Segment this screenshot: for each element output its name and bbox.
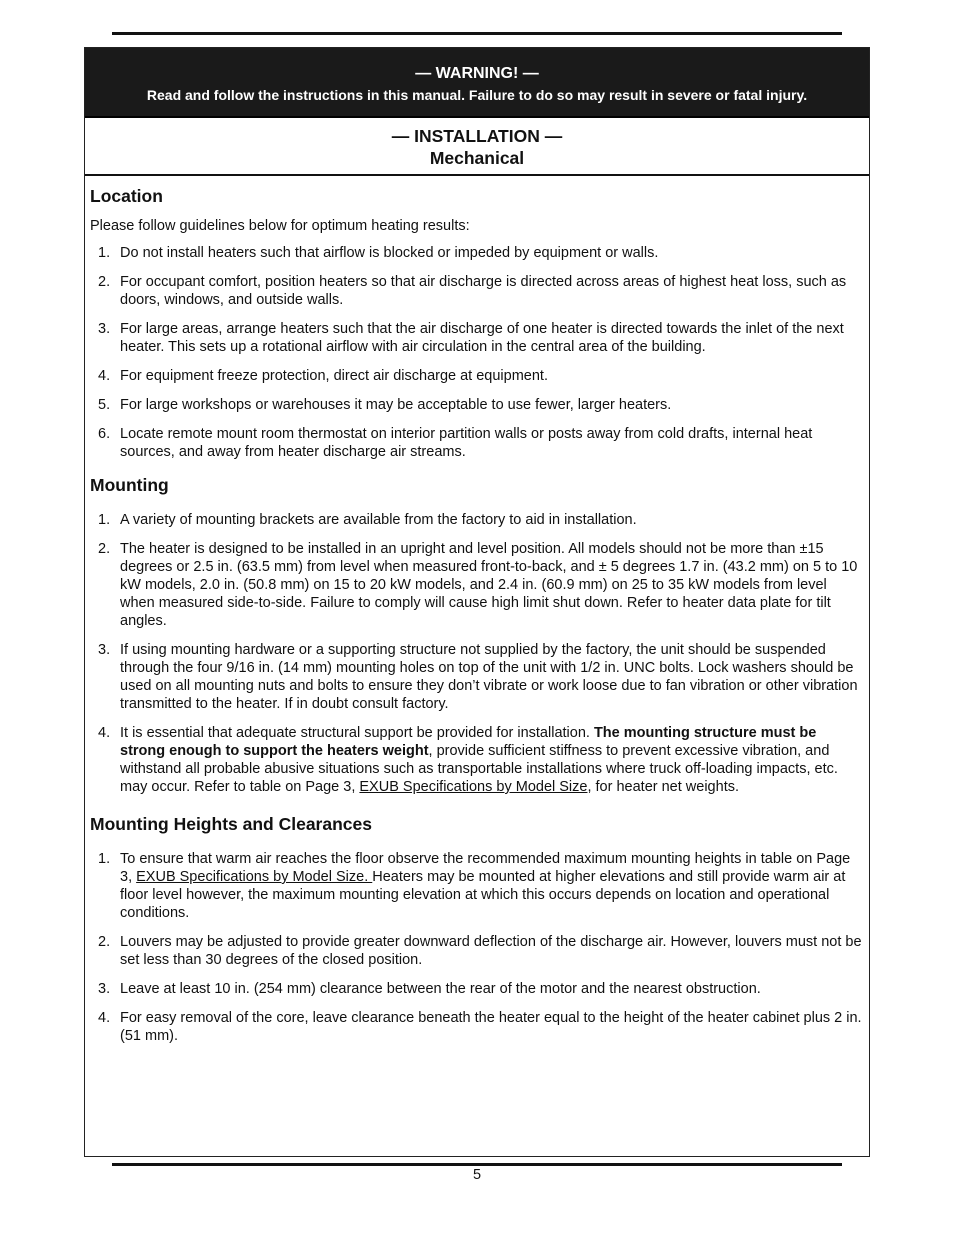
list-item: 2. Louvers may be adjusted to provide greater downward deflection of the discharge air. However, louvers must not be set less than 30 degrees of the closed position. — [98, 934, 862, 968]
list-item: 3. If using mounting hardware or a supporting structure not supplied by the factory, the unit should be suspended through the four 9/16 in. (14 mm) mounting holes on top of the unit with 1/2 in. UNC bolts. Lock washers should be used on all mounting nuts and bolts to ensure they don’t vibrate or work loose due to fan vibration or other vibration transmitted to the heater. If in doubt consult factory. — [98, 642, 858, 712]
list-item: 6. Locate remote mount room thermostat on interior partition walls or posts away from cold drafts, internal heat sources, and away from heater discharge air streams. — [98, 426, 813, 460]
list-item: 4. It is essential that adequate structural support be provided for installation. The mounting structure must be strong enough to support the heaters weight, provide sufficient stiffness to prevent excessive vibration, and withstand all probable abusive situations such as transportable installations where truck off-loading impacts, etc. may occur. Refer to table on Page 3, EXUB Specifications by Model Size, for heater net weights. — [98, 725, 838, 795]
location-intro: Please follow guidelines below for optimum heating results: — [90, 218, 470, 234]
top-rule — [112, 32, 842, 35]
specifications-link[interactable]: EXUB Specifications by Model Size. — [136, 869, 373, 885]
heights-heading: Mounting Heights and Clearances — [90, 814, 372, 834]
list-item: 1. To ensure that warm air reaches the floor observe the recommended maximum mounting heights in table on Page 3, EXUB Specifications by Model Size. Heaters may be mounted at higher elevations and still provide warm air at floor level however, the maximum mounting elevation at which this occurs depends on location and operational conditions. — [98, 851, 851, 921]
bottom-rule — [112, 1163, 842, 1166]
list-item: 1. A variety of mounting brackets are available from the factory to aid in installation. — [98, 512, 637, 528]
list-item: 1. Do not install heaters such that airflow is blocked or impeded by equipment or walls. — [98, 245, 659, 261]
mounting-heading: Mounting — [90, 475, 169, 495]
content — [85, 185, 869, 1045]
list-item: 3. For large areas, arrange heaters such that the air discharge of one heater is directed towards the inlet of the next heater. This sets up a rotational airflow with air circulation in the central area of the building. — [98, 321, 844, 355]
list-item: 2. For occupant comfort, position heaters so that air discharge is directed across areas of highest heat loss, such as doors, windows, and outside walls. — [98, 274, 847, 308]
warning-title: — WARNING! — — [415, 65, 539, 82]
list-item: 4. For easy removal of the core, leave clearance beneath the heater equal to the height of the heater cabinet plus 2 in. (51 mm). — [98, 1010, 862, 1044]
list-item: 4. For equipment freeze protection, direct air discharge at equipment. — [98, 368, 548, 384]
installation-title: — INSTALLATION — — [391, 126, 563, 146]
installation-header — [85, 118, 869, 176]
warning-body: Read and follow the instructions in this manual. Failure to do so may result in severe or fatal injury. — [146, 87, 808, 103]
list-item: 3. Leave at least 10 in. (254 mm) clearance between the rear of the motor and the nearest obstruction. — [98, 981, 761, 997]
list-item: 5. For large workshops or warehouses it may be acceptable to use fewer, larger heaters. — [98, 397, 672, 413]
heights-list — [90, 850, 865, 1045]
list-item: 2. The heater is designed to be installed in an upright and level position. All models should not be more than ±15 degrees or 2.5 in. (63.5 mm) from level when measured front-to-back, and ± 5 degrees 1.7 in. (43.2 mm) on 5 to 10 kW models, 2.0 in. (50.8 mm) on 15 to 20 kW models, and 2.4 in. (60.9 mm) on 25 to 35 kW models from level when measured side-to-side. Failure to comply will cause high limit shut down. Refer to heater data plate for tilt angles. — [98, 541, 858, 629]
page-frame — [84, 47, 870, 1157]
location-heading: Location — [90, 186, 163, 206]
mounting-list — [90, 511, 865, 796]
specifications-link[interactable]: EXUB Specifications by Model Size — [359, 779, 588, 795]
warning-banner — [85, 48, 869, 118]
location-list — [90, 244, 865, 461]
page-number: 5 — [472, 1167, 482, 1183]
installation-subtitle: Mechanical — [429, 148, 525, 168]
